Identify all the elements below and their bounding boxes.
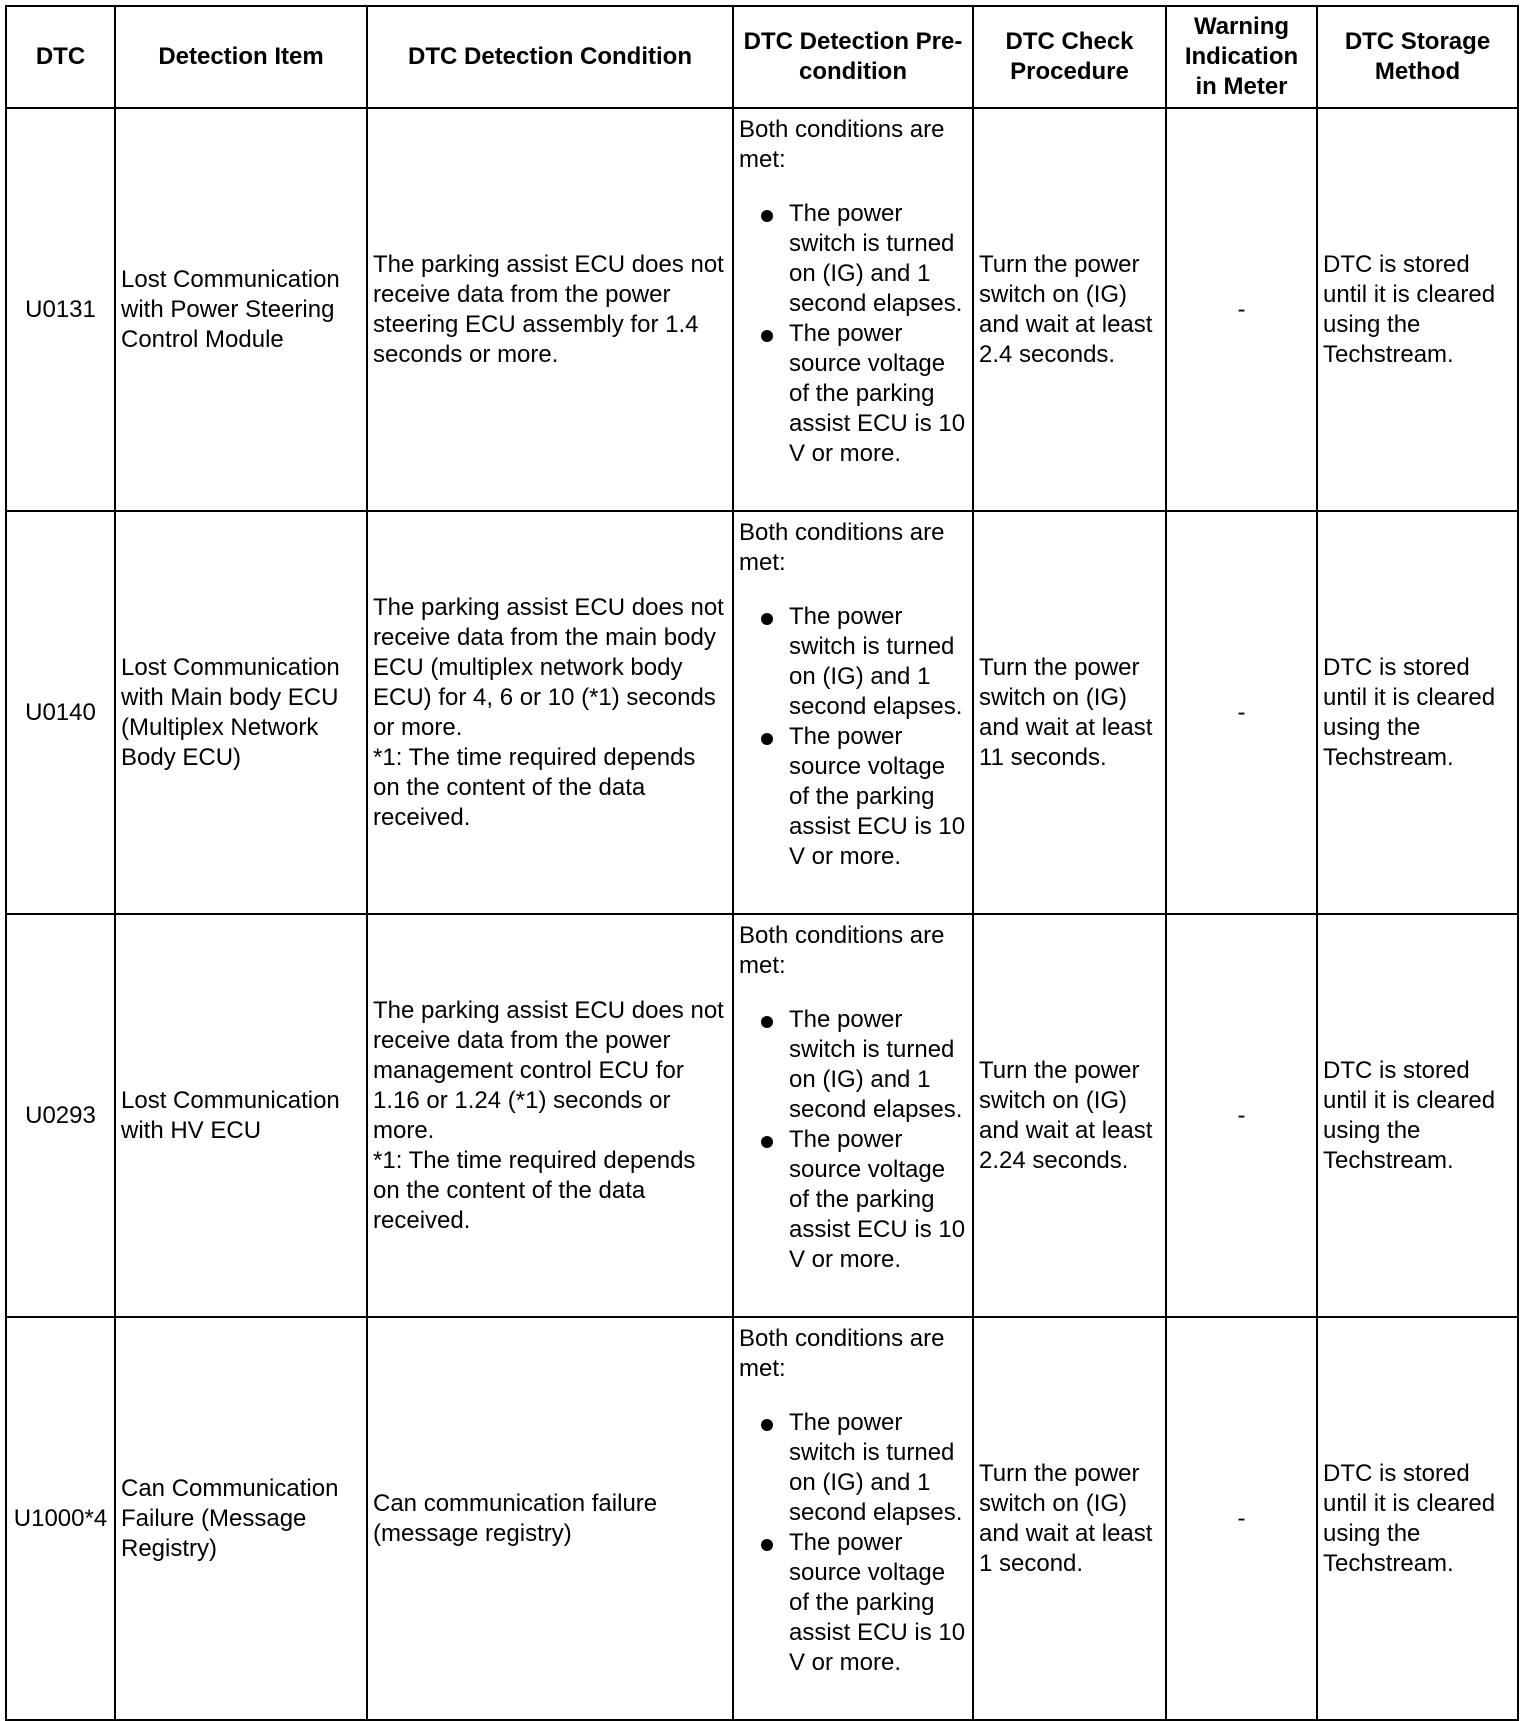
pre-condition-list (739, 1408, 967, 1678)
header-check-procedure: DTC Check Procedure (973, 6, 1166, 108)
list-item (739, 602, 967, 722)
check-procedure: Turn the power switch on (IG) and wait at least 11 seconds. (973, 511, 1166, 914)
bullet-icon (761, 210, 773, 222)
bullet-icon (761, 1136, 773, 1148)
warning-indication: - (1166, 1317, 1317, 1720)
dtc-code: U0131 (6, 108, 115, 511)
bullet-icon (761, 733, 773, 745)
table-row (6, 1317, 1518, 1720)
table-row (6, 511, 1518, 914)
detection-condition: The parking assist ECU does not receive data from the main body ECU (multiplex network body ECU) for 4, 6 or 10 (*1) seconds or more. *1: The time required depends on the content of the data received. (367, 511, 733, 914)
list-item (739, 1528, 967, 1678)
detection-item: Lost Communication with Main body ECU (Multiplex Network Body ECU) (115, 511, 367, 914)
dtc-code: U0140 (6, 511, 115, 914)
pre-condition-text: The power switch is turned on (IG) and 1 second elapses. (789, 200, 963, 317)
table-row (6, 108, 1518, 511)
header-warning-indication: Warning Indication in Meter (1166, 6, 1317, 108)
dtc-table (5, 5, 1519, 1721)
dtc-code: U0293 (6, 914, 115, 1317)
header-detection-item: Detection Item (115, 6, 367, 108)
pre-condition-text: The power source voltage of the parking assist ECU is 10 V or more. (789, 1529, 966, 1676)
detection-item: Can Communication Failure (Message Registry) (115, 1317, 367, 1720)
detection-condition: The parking assist ECU does not receive data from the power steering ECU assembly for 1.4 seconds or more. (367, 108, 733, 511)
dtc-code: U1000*4 (6, 1317, 115, 1720)
table-row (6, 914, 1518, 1317)
storage-method: DTC is stored until it is cleared using the Techstream. (1317, 914, 1518, 1317)
pre-condition-intro: Both conditions are met: (739, 922, 945, 979)
list-item (739, 199, 967, 319)
pre-condition (733, 108, 973, 511)
warning-indication: - (1166, 914, 1317, 1317)
pre-condition-list (739, 199, 967, 469)
pre-condition-text: The power source voltage of the parking assist ECU is 10 V or more. (789, 723, 966, 870)
pre-condition (733, 511, 973, 914)
list-item (739, 1005, 967, 1125)
list-item (739, 319, 967, 469)
warning-indication: - (1166, 108, 1317, 511)
detection-condition: Can communication failure (message registry) (367, 1317, 733, 1720)
header-pre-condition: DTC Detection Pre-condition (733, 6, 973, 108)
pre-condition-intro: Both conditions are met: (739, 1325, 945, 1382)
header-dtc: DTC (6, 6, 115, 108)
check-procedure: Turn the power switch on (IG) and wait at least 2.4 seconds. (973, 108, 1166, 511)
pre-condition-text: The power switch is turned on (IG) and 1 second elapses. (789, 1409, 963, 1526)
list-item (739, 1408, 967, 1528)
storage-method: DTC is stored until it is cleared using the Techstream. (1317, 1317, 1518, 1720)
storage-method: DTC is stored until it is cleared using the Techstream. (1317, 511, 1518, 914)
detection-item: Lost Communication with Power Steering Control Module (115, 108, 367, 511)
pre-condition-intro: Both conditions are met: (739, 519, 945, 576)
bullet-icon (761, 1016, 773, 1028)
header-row (6, 6, 1518, 108)
bullet-icon (761, 1539, 773, 1551)
pre-condition-list (739, 1005, 967, 1275)
bullet-icon (761, 613, 773, 625)
detection-condition: The parking assist ECU does not receive data from the power management control ECU for 1.16 or 1.24 (*1) seconds or more. *1: The time required depends on the content of the data received. (367, 914, 733, 1317)
check-procedure: Turn the power switch on (IG) and wait at least 2.24 seconds. (973, 914, 1166, 1317)
pre-condition (733, 914, 973, 1317)
storage-method: DTC is stored until it is cleared using the Techstream. (1317, 108, 1518, 511)
detection-item: Lost Communication with HV ECU (115, 914, 367, 1317)
pre-condition-text: The power switch is turned on (IG) and 1 second elapses. (789, 603, 963, 720)
bullet-icon (761, 1419, 773, 1431)
check-procedure: Turn the power switch on (IG) and wait at least 1 second. (973, 1317, 1166, 1720)
pre-condition (733, 1317, 973, 1720)
warning-indication: - (1166, 511, 1317, 914)
bullet-icon (761, 330, 773, 342)
pre-condition-intro: Both conditions are met: (739, 116, 945, 173)
pre-condition-list (739, 602, 967, 872)
pre-condition-text: The power source voltage of the parking assist ECU is 10 V or more. (789, 320, 966, 467)
pre-condition-text: The power source voltage of the parking assist ECU is 10 V or more. (789, 1126, 966, 1273)
list-item (739, 1125, 967, 1275)
header-storage-method: DTC Storage Method (1317, 6, 1518, 108)
pre-condition-text: The power switch is turned on (IG) and 1 second elapses. (789, 1006, 963, 1123)
list-item (739, 722, 967, 872)
header-detection-condition: DTC Detection Condition (367, 6, 733, 108)
